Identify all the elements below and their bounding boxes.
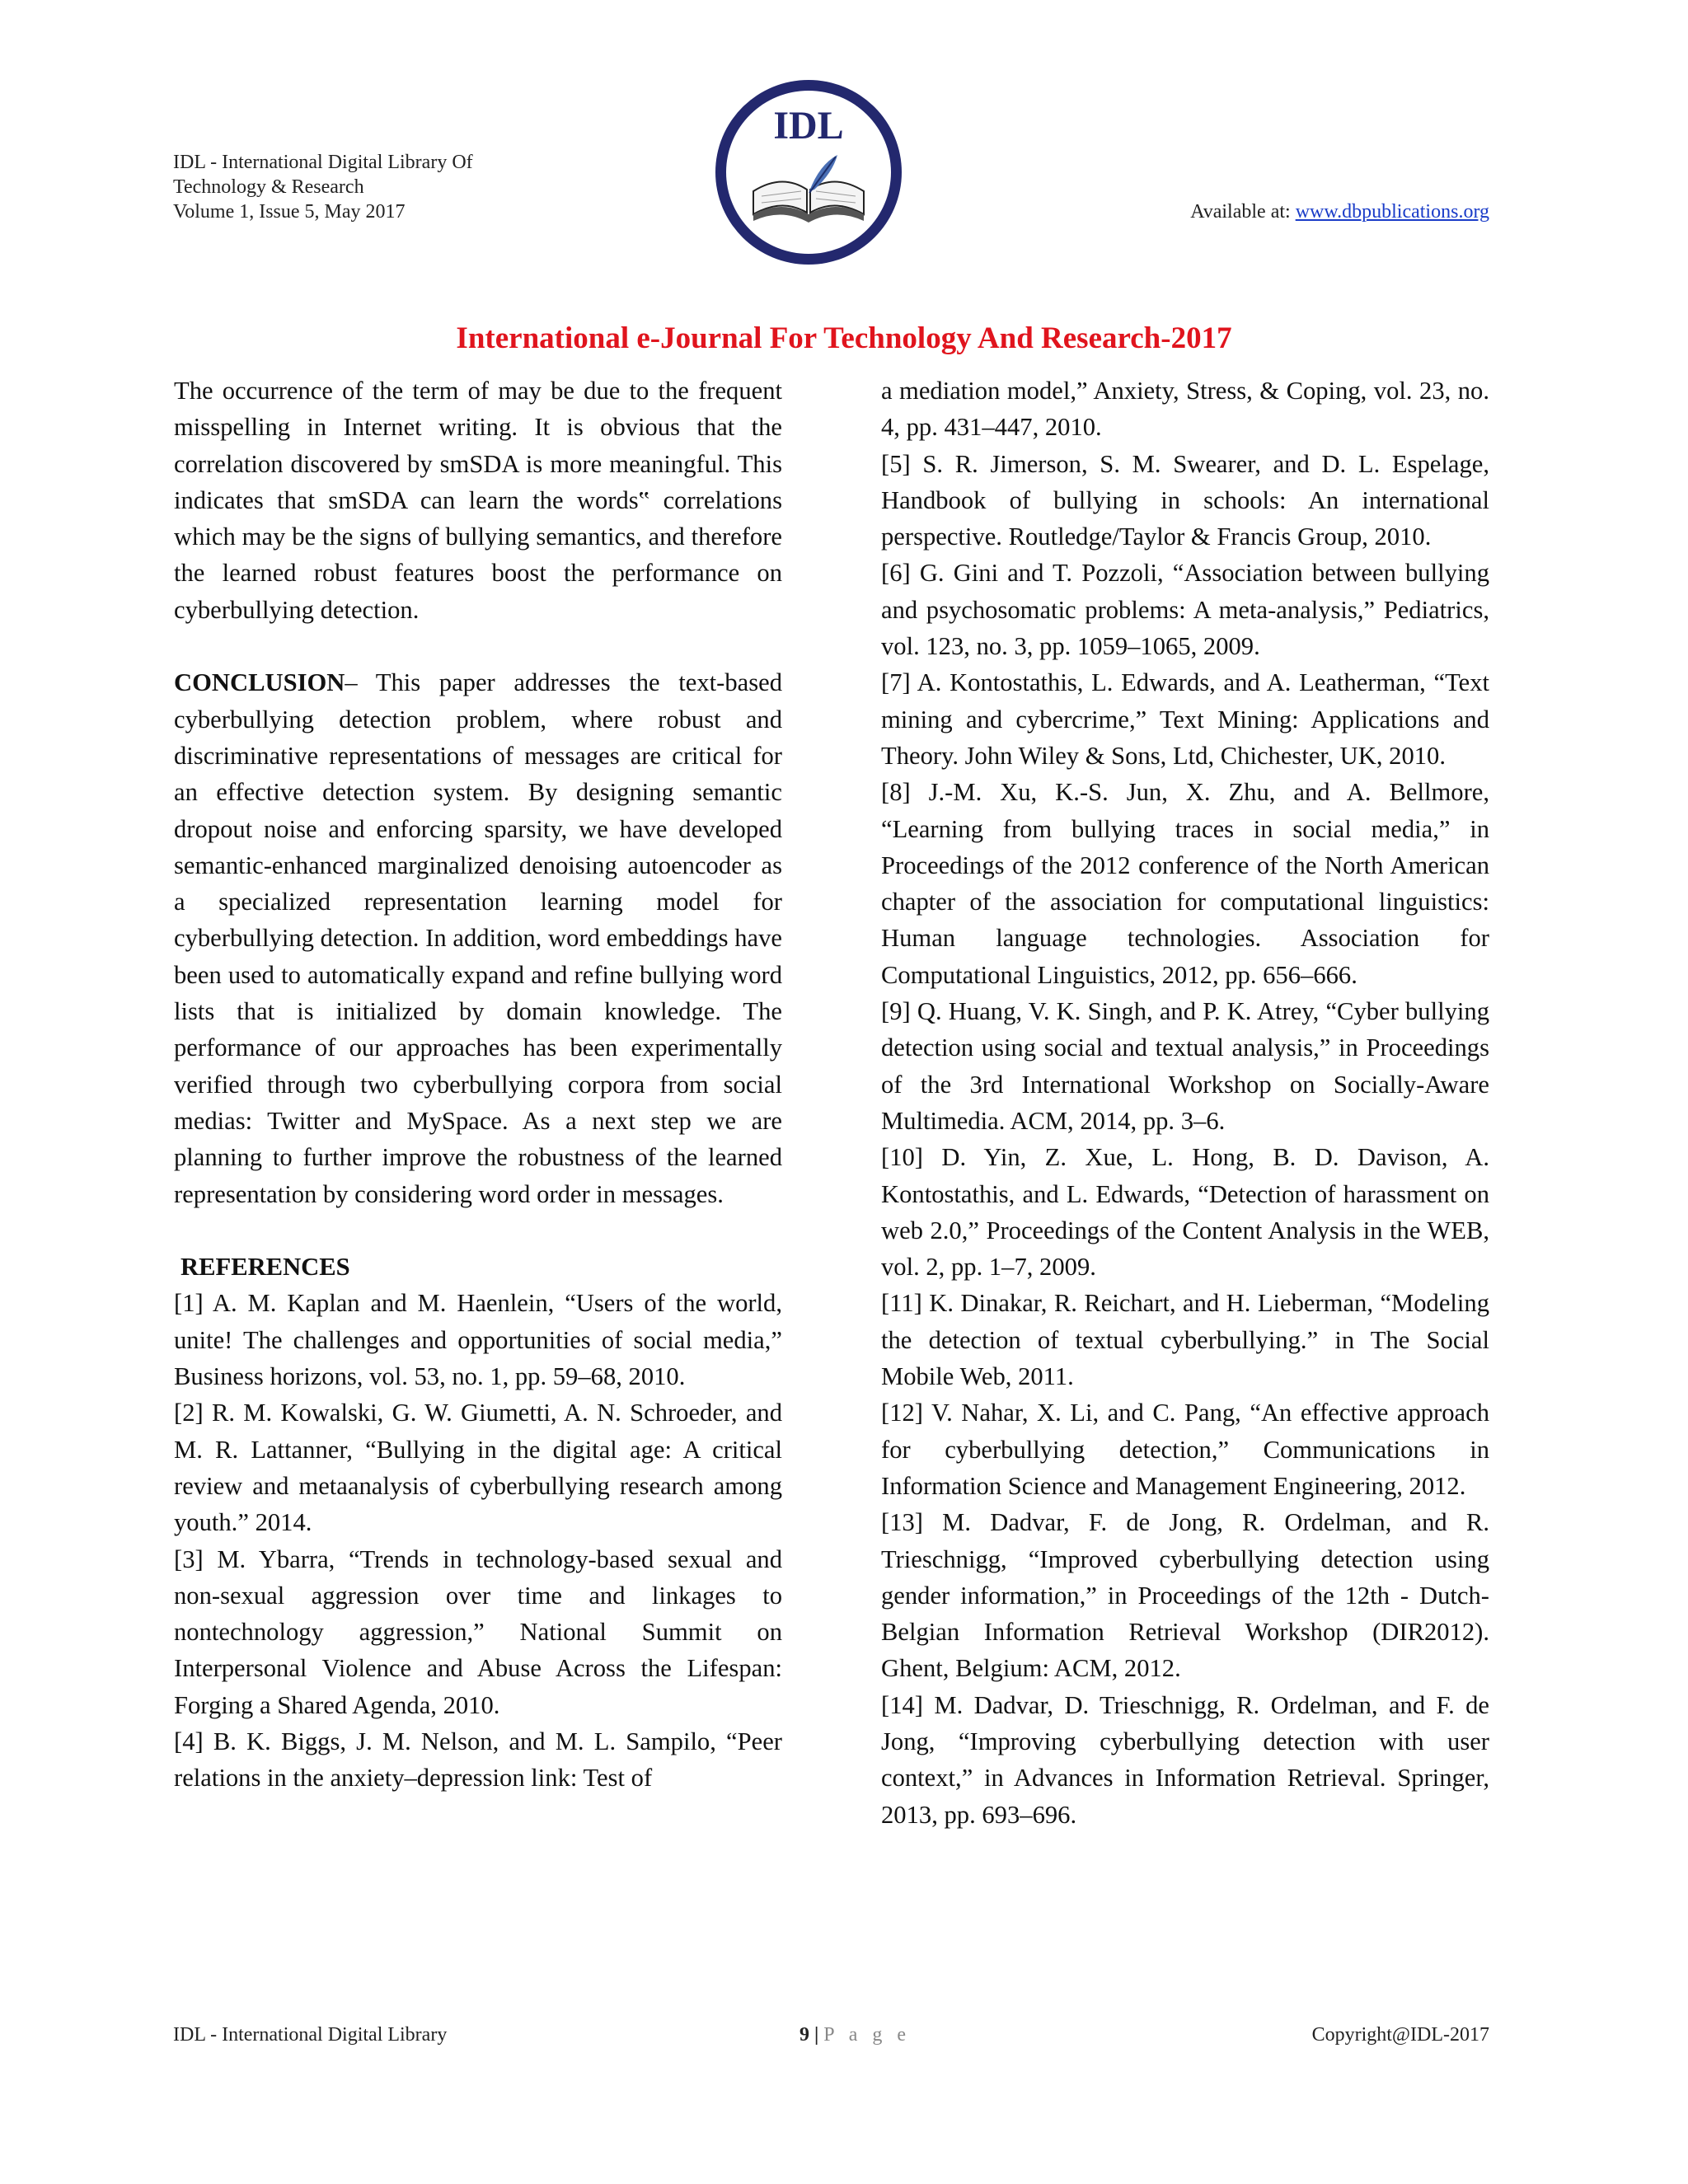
page-number: 9 [799, 2024, 809, 2046]
availability-notice [1190, 199, 1489, 224]
conclusion-paragraph [174, 664, 782, 1212]
publisher-link[interactable]: www.dbpublications.org [1295, 201, 1489, 223]
left-column [174, 373, 782, 1797]
footer-library-name: IDL - International Digital Library [173, 2024, 448, 2046]
reference-6: [6] G. Gini and T. Pozzoli, “Association between bullying and psychosomatic problems: A meta-analysis,” Pediatrics, vol. 123, no. 3, pp. 1059–1065, 2009. [881, 559, 1489, 661]
reference-3: [3] M. Ybarra, “Trends in technology-based sexual and non-sexual aggression over time and linkages to nontechnology aggression,” National Summit on Interpersonal Violence and Abuse Across the Lifespan: Forging a Shared Agenda, 2010. [174, 1544, 782, 1719]
page-label: P a g e [823, 2024, 912, 2046]
reference-11: [11] K. Dinakar, R. Reichart, and H. Lieberman, “Modeling the detection of textual cyberbullying.” in The Social Mobile Web, 2011. [881, 1289, 1489, 1391]
idl-logo [712, 76, 905, 269]
reference-9: [9] Q. Huang, V. K. Singh, and P. K. Atrey, “Cyber bullying detection using social and textual analysis,” in Proceedings of the 3rd International Workshop on Socially-Aware Multimedia. ACM, 2014, pp. 3–6. [881, 997, 1489, 1135]
header-line-1: IDL - International Digital Library Of [173, 152, 473, 173]
reference-8: [8] J.-M. Xu, K.-S. Jun, X. Zhu, and A. Bellmore, “Learning from bullying traces in social media,” in Proceedings of the 2012 conference of the North American chapter of the association for computational linguistics: Human language technologies. Association for Computational Linguistics, 2012, pp. 656–666. [881, 778, 1489, 989]
reference-14: [14] M. Dadvar, D. Trieschnigg, R. Ordelman, and F. de Jong, “Improving cyberbullying detection with user context,” in Advances in Information Retrieval. Springer, 2013, pp. 693–696. [881, 1690, 1489, 1829]
intro-paragraph: The occurrence of the term of may be due to the frequent misspelling in Internet writing. It is obvious that the correlation discovered by smSDA is more meaningful. This indicates that smSDA can learn the words‟ correlations which may be the signs of bullying semantics, and therefore the learned robust features boost the performance on cyberbullying detection. [174, 377, 782, 624]
conclusion-text: – This paper addresses the text-based cyberbullying detection problem, where robust and discriminative representations of messages are critical for an effective detection system. By designing semantic dropout noise and enforcing sparsity, we have developed semantic-enhanced marginalized denoising autoencoder as a specialized representation learning model for cyberbullying detection. In addition, word embeddings have been used to automatically expand and refine bullying word lists that is initialized by domain knowledge. The performance of our approaches has been experimentally verified through two cyberbullying corpora from social medias: Twitter and MySpace. As a next step we are planning to further improve the robustness of the learned representation by considering word order in messages. [174, 668, 782, 1208]
reference-10: [10] D. Yin, Z. Xue, L. Hong, B. D. Davison, A. Kontostathis, and L. Edwards, “Detection of harassment on web 2.0,” Proceedings of the Content Analysis in the WEB, vol. 2, pp. 1–7, 2009. [881, 1143, 1489, 1282]
journal-title: International e-Journal For Technology And Research-2017 [456, 321, 1232, 355]
reference-1: [1] A. M. Kaplan and M. Haenlein, “Users of the world, unite! The challenges and opportunities of social media,” Business horizons, vol. 53, no. 1, pp. 59–68, 2010. [174, 1289, 782, 1391]
reference-4: [4] B. K. Biggs, J. M. Nelson, and M. L. Sampilo, “Peer relations in the anxiety–depression link: Test of [174, 1727, 782, 1793]
reference-5: [5] S. R. Jimerson, S. M. Swearer, and D. L. Espelage, Handbook of bullying in schools: An international perspective. Routledge/Taylor & Francis Group, 2010. [881, 449, 1489, 551]
conclusion-heading: CONCLUSION [174, 668, 345, 697]
header-journal-info [173, 150, 473, 224]
reference-13: [13] M. Dadvar, F. de Jong, R. Ordelman, and R. Trieschnigg, “Improved cyberbullying detection using gender information,” in Proceedings of the 12th - Dutch-Belgian Information Retrieval Workshop (DIR2012). Ghent, Belgium: ACM, 2012. [881, 1508, 1489, 1683]
page-separator: | [809, 2024, 824, 2046]
reference-2: [2] R. M. Kowalski, G. W. Giumetti, A. N. Schroeder, and M. R. Lattanner, “Bullying in the digital age: A critical review and metaanalysis of cyberbullying research among youth.” 2014. [174, 1399, 782, 1537]
logo-text: IDL [773, 104, 844, 148]
page-number-block [799, 2022, 911, 2047]
available-label: Available at: [1190, 201, 1296, 223]
reference-12: [12] V. Nahar, X. Li, and C. Pang, “An effective approach for cyberbullying detection,” Communications in Information Science and Management Engineering, 2012. [881, 1399, 1489, 1500]
reference-7: [7] A. Kontostathis, L. Edwards, and A. Leatherman, “Text mining and cybercrime,” Text Mining: Applications and Theory. John Wiley & Sons, Ltd, Chichester, UK, 2010. [881, 668, 1489, 770]
references-heading: REFERENCES [181, 1253, 350, 1282]
footer-copyright: Copyright@IDL-2017 [1311, 2024, 1489, 2046]
reference-4-continued: a mediation model,” Anxiety, Stress, & Coping, vol. 23, no. 4, pp. 431–447, 2010. [881, 377, 1489, 442]
header-line-3: Volume 1, Issue 5, May 2017 [173, 201, 406, 223]
right-column [881, 373, 1489, 1833]
header-line-2: Technology & Research [173, 176, 364, 198]
